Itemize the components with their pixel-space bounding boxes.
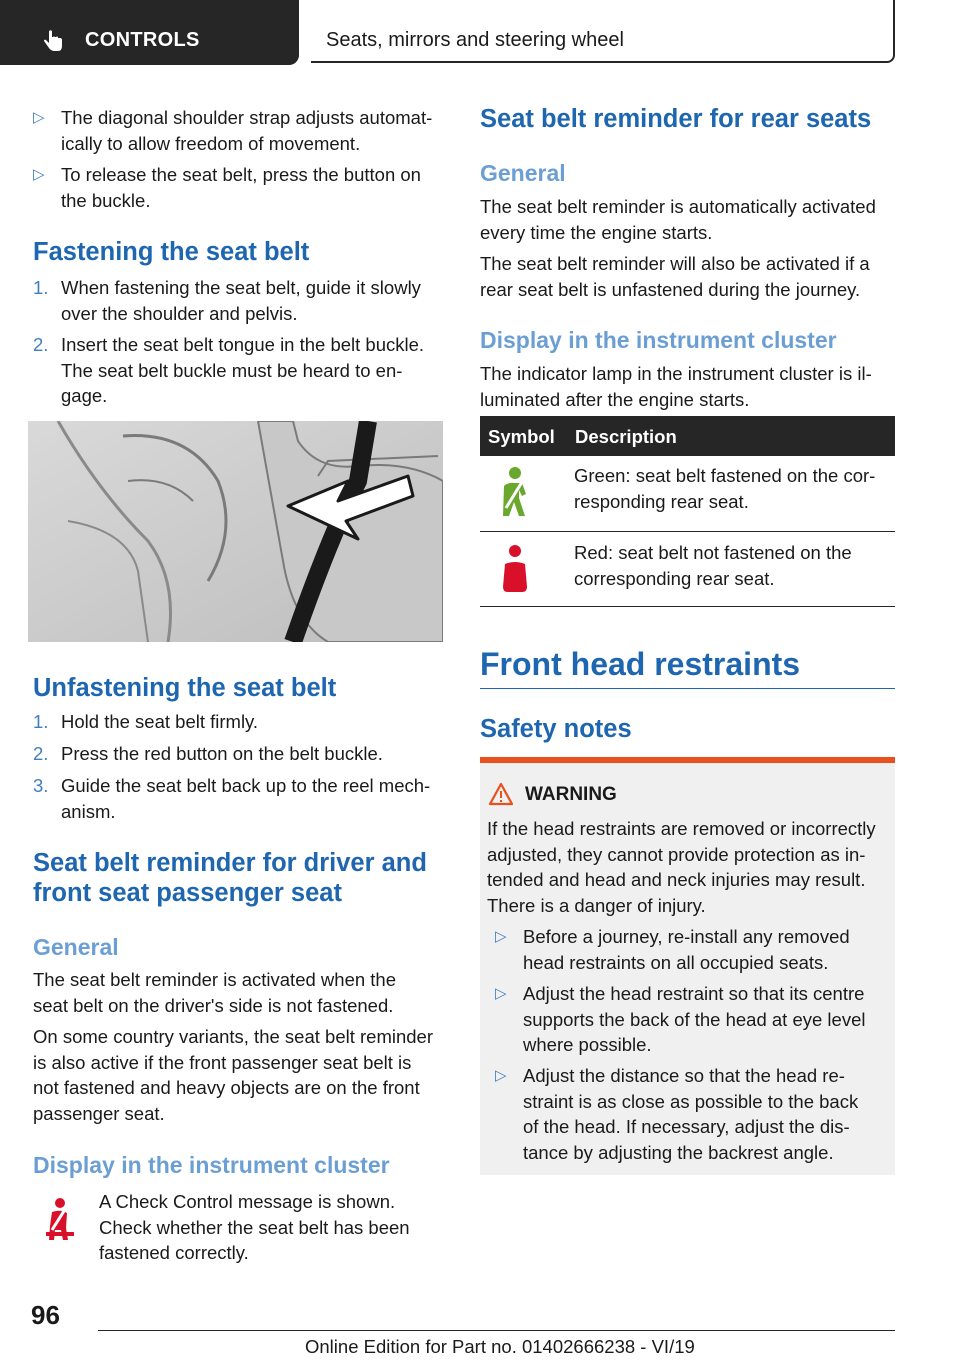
column-header-description: Description	[575, 426, 677, 447]
table-cell-description: Green: seat belt fastened on the cor- responding rear seat.	[574, 465, 876, 512]
triangle-bullet-icon: ▷	[495, 1067, 507, 1084]
section-heading: Seat belt reminder for driver and front seat passenger seat	[33, 849, 427, 907]
warning-text: If the head restraints are removed or incorrectly adjusted, they cannot provide protection as in- tended and head and neck injuries may result. There is a danger of injury.	[487, 818, 876, 916]
list-item: ▷ To release the seat belt, press the button on the buckle.	[33, 164, 421, 211]
paragraph: The indicator lamp in the instrument cluster is il- luminated after the engine starts.	[480, 363, 872, 410]
section-heading: Fastening the seat belt	[33, 238, 310, 266]
triangle-bullet-icon: ▷	[33, 166, 45, 183]
chapter-heading: Front head restraints	[480, 646, 801, 682]
subsection-heading: General	[33, 934, 119, 960]
list-item: ▷ Before a journey, re-install any removed head restraints on all occupied seats.	[495, 926, 850, 973]
subsection-heading: Display in the instrument cluster	[480, 327, 837, 353]
subsection-heading: General	[480, 160, 566, 186]
column-header-symbol: Symbol	[488, 426, 555, 447]
seatbelt-warning-icon	[42, 1196, 78, 1248]
section-heading: Seat belt reminder for rear seats	[480, 105, 872, 133]
heading-rule	[480, 688, 895, 689]
list-item: ▷ Adjust the head restraint so that its centre supports the back of the head at eye level where possible.	[495, 983, 866, 1055]
paragraph: A Check Control message is shown. Check whether the seat belt has been fastened correctly.	[99, 1191, 410, 1263]
green-seat-occupant-icon	[498, 466, 532, 518]
section-heading: Safety notes	[480, 715, 632, 743]
triangle-bullet-icon: ▷	[33, 109, 45, 126]
list-item: 3. Guide the seat belt back up to the reel mech- anism.	[33, 775, 431, 822]
paragraph: The seat belt reminder is activated when the seat belt on the driver's side is not fastened.	[33, 969, 396, 1016]
chapter-title: CONTROLS	[85, 29, 200, 51]
touch-hand-icon	[40, 28, 66, 54]
table-row-divider	[480, 531, 895, 532]
triangle-bullet-icon: ▷	[495, 985, 507, 1002]
triangle-bullet-icon: ▷	[495, 928, 507, 945]
list-item: ▷ Adjust the distance so that the head re- straint is as close as possible to the back of the head. If necessary, adjust the dis- tance by adjusting the backrest angle.	[495, 1065, 859, 1163]
paragraph: The seat belt reminder will also be activated if a rear seat belt is unfastened during the journey.	[480, 253, 870, 300]
warning-triangle-icon	[488, 782, 514, 806]
list-item: 2. Press the red button on the belt buckle.	[33, 743, 383, 764]
section-heading: Unfastening the seat belt	[33, 674, 337, 702]
paragraph: On some country variants, the seat belt reminder is also active if the front passenger seat belt is not fastened and heavy objects are on the front passenger seat.	[33, 1026, 433, 1124]
list-item: 1. When fastening the seat belt, guide it slowly over the shoulder and pelvis.	[33, 277, 421, 324]
footer-edition: Online Edition for Part no. 01402666238 - VI/19	[305, 1336, 695, 1357]
list-item: 1. Hold the seat belt firmly.	[33, 711, 259, 732]
table-cell-description: Red: seat belt not fastened on the corresponding rear seat.	[574, 542, 852, 589]
section-title: Seats, mirrors and steering wheel	[326, 29, 624, 51]
footer-rule	[98, 1330, 895, 1331]
subsection-heading: Display in the instrument cluster	[33, 1152, 390, 1178]
red-seat-occupant-icon	[498, 543, 532, 595]
table-row-divider	[480, 606, 895, 607]
page-number: 96	[31, 1300, 60, 1330]
list-item: ▷ The diagonal shoulder strap adjusts automat- ically to allow freedom of movement.	[33, 107, 433, 154]
seatbelt-illustration	[28, 421, 443, 642]
warning-title: WARNING	[525, 784, 617, 805]
paragraph: The seat belt reminder is automatically activated every time the engine starts.	[480, 196, 876, 243]
list-item: 2. Insert the seat belt tongue in the belt buckle. The seat belt buckle must be heard to en- gage.	[33, 334, 425, 406]
